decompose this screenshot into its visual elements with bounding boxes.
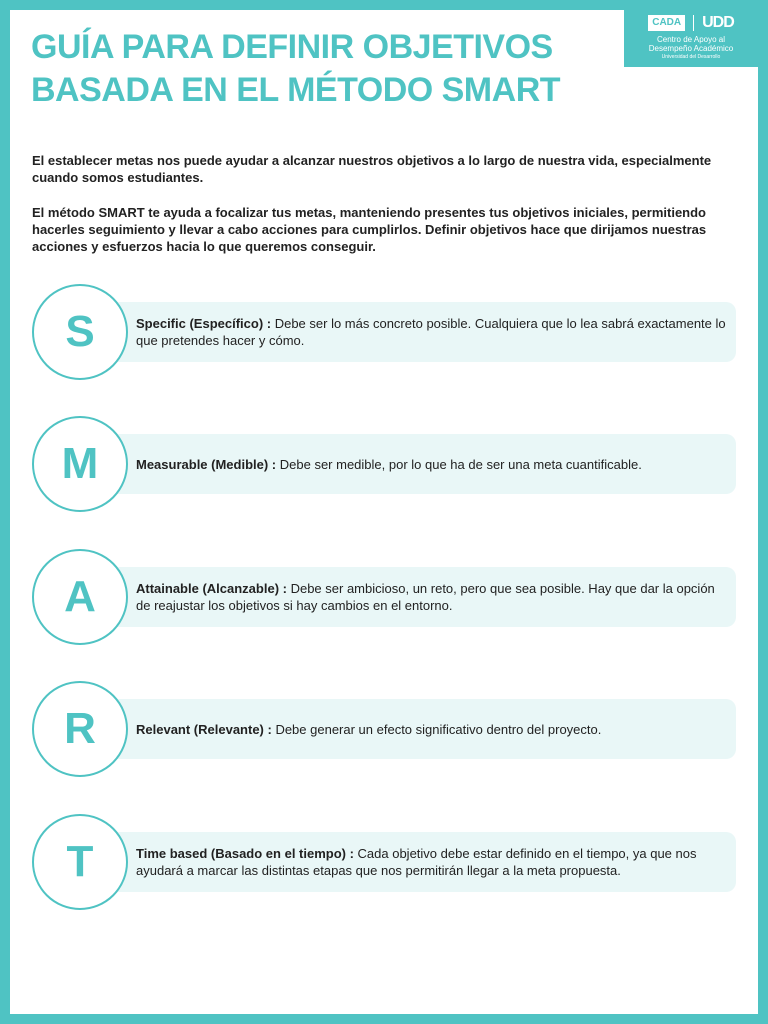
smart-item-time-based bbox=[32, 814, 736, 910]
udd-logo-icon: UDD bbox=[702, 14, 734, 31]
smart-text: Debe generar un efecto significativo dentro del proyecto. bbox=[271, 721, 602, 737]
logo-line-3: Universidad del Desarrollo bbox=[661, 54, 721, 60]
smart-term: Attainable (Alcanzable) : bbox=[136, 581, 287, 596]
smart-item-attainable bbox=[32, 549, 736, 645]
smart-description bbox=[136, 567, 726, 627]
smart-description bbox=[136, 832, 726, 892]
document-page bbox=[10, 10, 758, 1014]
smart-item-measurable bbox=[32, 416, 736, 512]
smart-description bbox=[136, 302, 726, 362]
title-line-2: BASADA EN EL MÉTODO SMART bbox=[31, 71, 561, 109]
smart-term: Measurable (Medible) : bbox=[136, 456, 277, 472]
smart-text: Debe ser lo más concreto posible. Cualquiera que lo lea sabrá exactamente lo que pretendes hacer y cómo. bbox=[136, 316, 726, 348]
intro-paragraph-2: El método SMART te ayuda a focalizar tus metas, manteniendo presentes tus objetivos iniciales, permitiendo hacerles seguimiento y llevar a cabo acciones para cumplirlos. Definir objetivos hace que dirijamos nuestras acciones y esfuerzos hacia lo que queremos conseguir. bbox=[32, 205, 707, 254]
cada-badge: CADA bbox=[648, 15, 685, 31]
logo-line-2: Desempeño Académico bbox=[648, 44, 734, 53]
smart-item-specific bbox=[32, 284, 736, 380]
smart-description bbox=[136, 434, 726, 494]
logo-divider bbox=[693, 15, 694, 31]
title-line-1: GUÍA PARA DEFINIR OBJETIVOS bbox=[31, 28, 553, 66]
logo-line-1: Centro de Apoyo al bbox=[656, 35, 726, 44]
smart-term: Relevant (Relevante) : bbox=[136, 721, 272, 737]
smart-text: Debe ser medible, por lo que ha de ser una meta cuantificable. bbox=[276, 456, 642, 472]
smart-text: Cada objetivo debe estar definido en el tiempo, ya que nos ayudará a marcar las distintas etapas que nos permitirán llegar a la meta propuesta. bbox=[136, 846, 697, 878]
smart-text: Debe ser ambicioso, un reto, pero que sea posible. Hay que dar la opción de reajustar los objetivos si hay cambios en el entorno. bbox=[136, 581, 715, 613]
smart-item-relevant bbox=[32, 681, 736, 777]
smart-term: Specific (Específico) : bbox=[136, 316, 272, 331]
smart-letter-m: M bbox=[32, 416, 128, 512]
cada-udd-logo bbox=[624, 10, 758, 67]
smart-letter-a: A bbox=[32, 549, 128, 645]
page-title bbox=[31, 26, 631, 112]
smart-term: Time based (Basado en el tiempo) : bbox=[136, 846, 354, 861]
smart-description bbox=[136, 699, 726, 759]
smart-letter-r: R bbox=[32, 681, 128, 777]
smart-letter-t: T bbox=[32, 814, 128, 910]
smart-letter-s: S bbox=[32, 284, 128, 380]
intro-paragraph-1: El establecer metas nos puede ayudar a alcanzar nuestros objetivos a lo largo de nuestra vida, especialmente cuando somos estudiantes. bbox=[32, 153, 712, 185]
